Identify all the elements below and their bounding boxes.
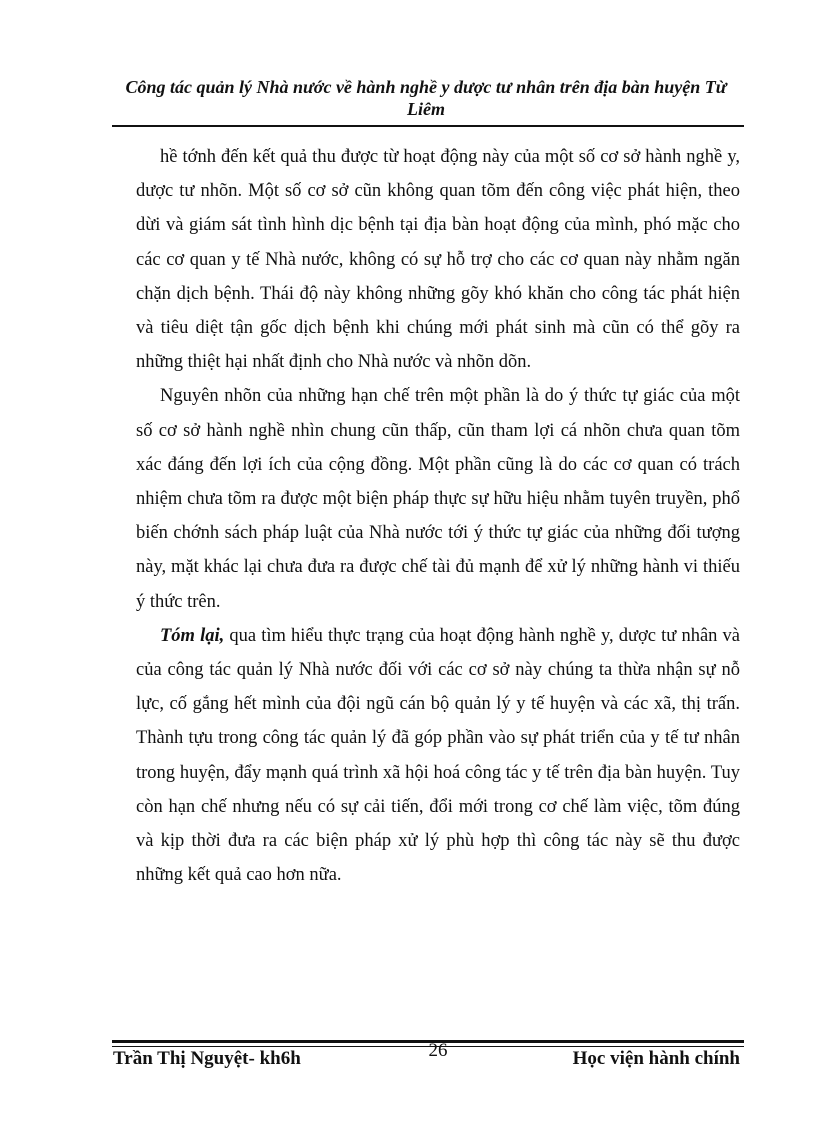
paragraph-3-text: qua tìm hiểu thực trạng của hoạt động hành nghề y, dược tư nhân và của công tác quản lý Nhà nước đối với các cơ sở này chúng ta thừa nhận sự nỗ lực, cố gắng hết mình của đội ngũ cán bộ quản lý y tế huyện và các xã, thị trấn. Thành tựu trong công tác quản lý đã góp phần vào sự phát triển của y tế tư nhân trong huyện, đẩy mạnh quá trình xã hội hoá công tác y tế trên địa bàn huyện. Tuy còn hạn chế nhưng nếu có sự cải tiến, đổi mới trong cơ chế làm việc, tõm đúng và kịp thời đưa ra các biện pháp xử lý phù hợp thì công tác này sẽ thu được những kết quả cao hơn nữa. xyxy=(136,625,740,886)
footer-institution: Học viện hành chính xyxy=(572,1048,740,1069)
footer-author: Trần Thị Nguyệt- kh6h xyxy=(113,1048,301,1069)
paragraph-3-lead: Tóm lại, xyxy=(160,625,225,646)
page-header-title: Công tác quản lý Nhà nước về hành nghề y dược tư nhân trên địa bàn huyện Từ Liêm xyxy=(125,77,727,119)
paragraph-3 xyxy=(136,619,740,893)
paragraph-2: Nguyên nhõn của những hạn chế trên một phần là do ý thức tự giác của một số cơ sở hành nghề nhìn chung cũn thấp, cũn tham lợi cá nhõn chưa quan tõm xác đáng đến lợi ích của cộng đồng. Một phần cũng là do các cơ quan có trách nhiệm chưa tõm ra được một biện pháp thực sự hữu hiệu nhằm tuyên truyền, phổ biến chớnh sách pháp luật của Nhà nước tới ý thức tự giác của những đối tượng này, mặt khác lại chưa đưa ra được chế tài đủ mạnh để xử lý những hành vi thiếu ý thức trên. xyxy=(136,386,740,612)
header-divider xyxy=(112,125,744,127)
page-number: 26 xyxy=(428,1040,448,1061)
paragraph-1: hề tớnh đến kết quả thu được từ hoạt động này của một số cơ sở hành nghề y, dược tư nhõn. Một số cơ sở cũn không quan tõm đến công việc phát hiện, theo dừi và giám sát tình hình dịc bệnh tại địa bàn hoạt động của mình, phó mặc cho các cơ quan y tế Nhà nước, không có sự hỗ trợ cho các cơ quan này nhằm ngăn chặn dịch bệnh. Thái độ này không những gõy khó khăn cho công tác phát hiện và tiêu diệt tận gốc dịch bệnh khi chúng mới phát sinh mà cũn có thể gõy ra những thiệt hại nhất định cho Nhà nước và nhõn dõn. xyxy=(136,147,740,373)
body-text xyxy=(136,140,740,892)
